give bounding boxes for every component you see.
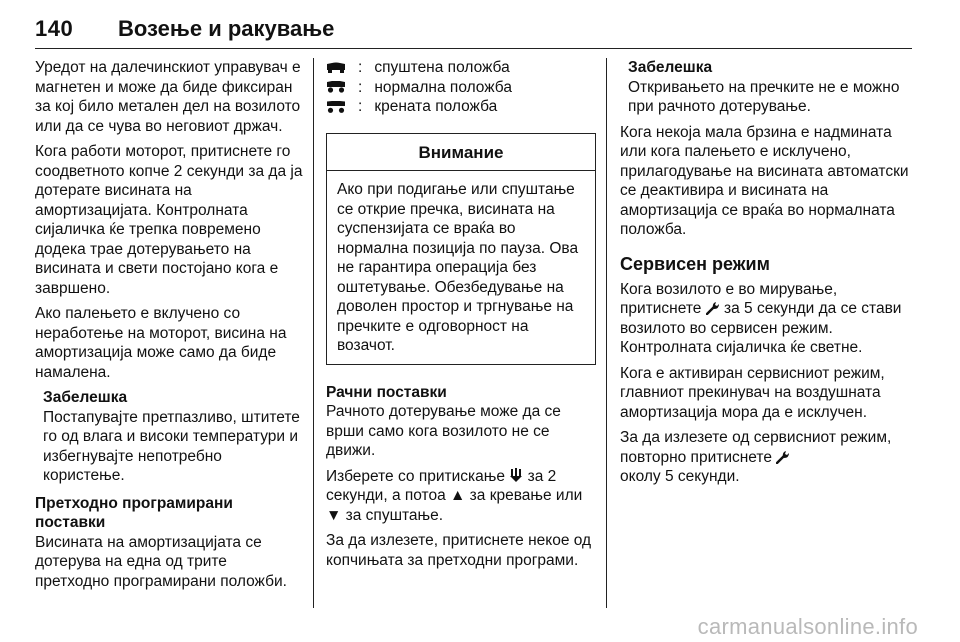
preset-heading: Претходно програмирани поставки bbox=[35, 494, 233, 531]
manual-heading: Рачни поставки bbox=[326, 383, 447, 401]
column-divider-2 bbox=[606, 58, 607, 608]
legend-row-normal: : нормална положба bbox=[326, 78, 596, 98]
paragraph-ignition-on: Ако палењето е вклучено со неработење на моторот, висина на амортизација може само да биде намалена. bbox=[35, 305, 287, 381]
legend-row-lowered: : спуштена положба bbox=[326, 58, 596, 78]
column-2 bbox=[326, 58, 596, 576]
legend-label-lowered: спуштена положба bbox=[374, 59, 510, 76]
car-normal-icon bbox=[326, 81, 346, 93]
paragraph-remote-magnetic: Уредот на далечинскиот управувач е магнетен и може да биде фиксиран за кој било метален дел на возилото или да се чува во неговиот држач. bbox=[35, 59, 301, 135]
position-legend bbox=[326, 58, 596, 117]
note-text: Постапувајте претпазливо, штитете го од влага и високи температури и избегнувајте непотребно користење. bbox=[43, 408, 300, 484]
note-box bbox=[35, 388, 305, 486]
wrench-icon bbox=[706, 301, 720, 315]
warning-box bbox=[326, 133, 596, 365]
wrench-icon bbox=[776, 450, 790, 464]
paragraph-engine-running: Кога работи моторот, притиснете го соодветното копче 2 секунди за да ја дотерате висината на амортизацијата. Контролната сијаличка ќе трепка повремено додека трае дотерувањето на висината и свети постојано кога е завршено. bbox=[35, 143, 303, 297]
paragraph-manual: Рачното дотерување може да се врши само кога возилото не се движи. bbox=[326, 403, 561, 459]
page-number: 140 bbox=[35, 16, 74, 41]
note-box-obstacle bbox=[620, 58, 916, 117]
column-3 bbox=[620, 58, 916, 493]
warning-text: Ако при подигање или спуштање се открие пречка, висината на суспензијата се враќа во нормална позиција по пауза. Ова не гарантира операција без оштетување. Обезбедување на доволен простор и тргнување на пречките е одговорност на возачот. bbox=[337, 181, 579, 354]
note-text: Откривањето на пречките не е можно при рачното дотерување. bbox=[628, 78, 900, 115]
service-heading: Сервисен режим bbox=[620, 253, 770, 274]
paragraph-service-active: Кога е активиран сервисниот режим, главниот прекинувач на воздушната амортизација мора да е исклучен. bbox=[620, 364, 885, 421]
paragraph-select: Изберете со притискање за 2 секунди, а потоа ▲ за кревање или ▼ за спуштање. bbox=[326, 467, 583, 524]
note-title: Забелешка bbox=[628, 59, 713, 76]
column-divider-1 bbox=[313, 58, 314, 608]
suspension-button-icon bbox=[509, 468, 523, 483]
paragraph-auto-deactivate: Кога некоја мала брзина е надмината или кога палењето е исклучено, прилагодување на висината автоматски се деактивира и висината на амортизација се враќа во нормалната положба. bbox=[620, 123, 909, 238]
note-title: Забелешка bbox=[43, 389, 128, 406]
paragraph-service-exit: За да излезете од сервисниот режим, повторно притиснете околу 5 секунди. bbox=[620, 429, 892, 485]
car-lowered-icon bbox=[326, 62, 346, 74]
paragraph-preset: Висината на амортизацијата се дотерува на една од трите претходно програмирани положби. bbox=[35, 533, 287, 590]
column-1 bbox=[35, 58, 305, 597]
warning-title: Внимание bbox=[327, 134, 595, 172]
paragraph-service-enter: Кога возилото е во мирување, притиснете за 5 секунди да се стави возилото во сервисен режим. Контролната сијаличка ќе светне. bbox=[620, 280, 902, 356]
legend-label-raised: кренатa положба bbox=[374, 98, 498, 115]
page-title: Возење и ракување bbox=[118, 16, 335, 41]
watermark: carmanualsonline.info bbox=[697, 614, 918, 639]
paragraph-exit: За да излезете, притиснете некое од копчињата за претходни програми. bbox=[326, 532, 592, 569]
header-divider bbox=[35, 48, 912, 49]
legend-row-raised: : кренатa положба bbox=[326, 97, 596, 117]
car-raised-icon bbox=[326, 101, 346, 113]
legend-label-normal: нормална положба bbox=[374, 78, 512, 96]
